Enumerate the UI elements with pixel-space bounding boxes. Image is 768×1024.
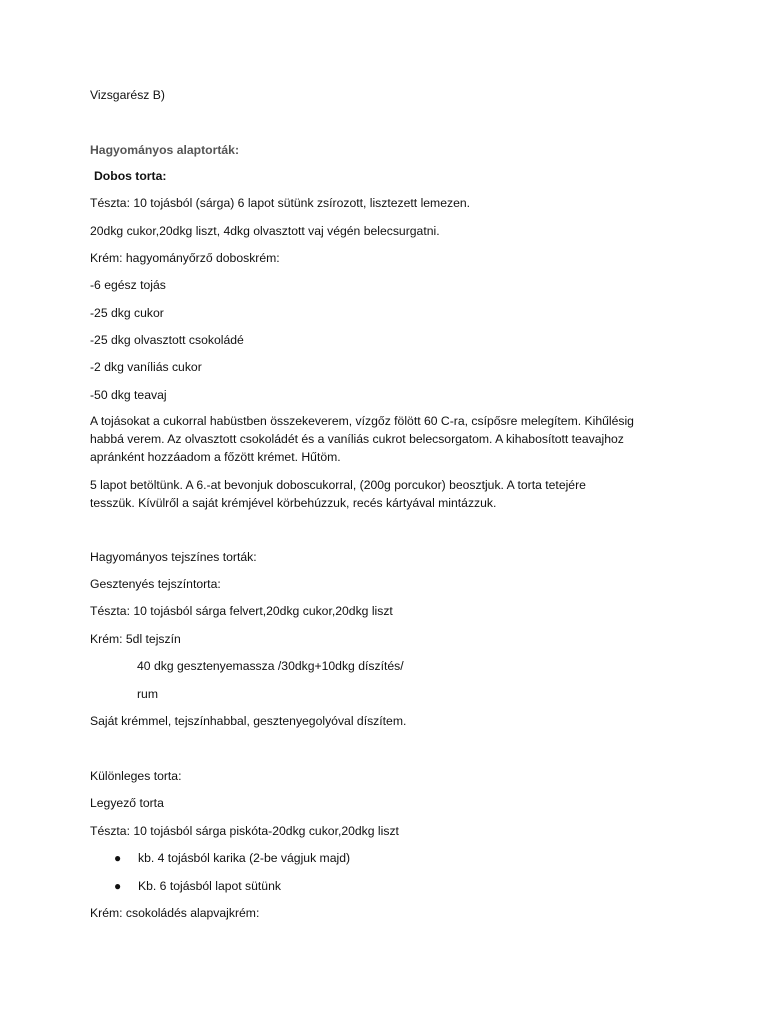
method-line: apránként hozzáadom a főzött krémet. Hűtöm. (90, 450, 341, 464)
cake-dough-line-1: Tészta: 10 tojásból (sárga) 6 lapot sütünk zsírozott, lisztezett lemezen. (90, 196, 471, 210)
cream-label: Krém: 5dl tejszín (90, 632, 181, 646)
decoration-line: Saját krémmel, tejszínhabbal, gesztenyegolyóval díszítem. (90, 714, 407, 728)
cake-title-dobos: Dobos torta: (94, 169, 167, 183)
ingredient-item: -6 egész tojás (90, 278, 166, 292)
section-heading-traditional-base-cakes: Hagyományos alaptorták: (90, 143, 239, 157)
method-line: A tojásokat a cukorral habüstben összekeverem, vízgőz fölött 60 C-ra, csípősre melegítem. Kihűlésig (90, 414, 634, 428)
cream-label: Krém: hagyományőrző doboskrém: (90, 251, 280, 265)
assembly-line: 5 lapot betöltünk. A 6.-at bevonjuk doboscukorral, (200g porcukor) beosztjuk. A torta tetejére (90, 478, 586, 492)
bullet-icon: ● (114, 879, 122, 893)
list-item-text: Kb. 6 tojásból lapot sütünk (138, 879, 281, 893)
cake-dough-line-2: 20dkg cukor,20dkg liszt, 4dkg olvasztott vaj végén belecsurgatni. (90, 224, 440, 238)
cake-title-fan: Legyező torta (90, 796, 164, 810)
cream-extra-line: 40 dkg gesztenyemassza /30dkg+10dkg díszítés/ (137, 659, 404, 673)
cake-dough-line: Tészta: 10 tojásból sárga piskóta-20dkg cukor,20dkg liszt (90, 824, 399, 838)
method-line: habbá verem. Az olvasztott csokoládét és a vaníliás cukrot belecsorgatom. A kihabosított teavajhoz (90, 432, 624, 446)
list-item (114, 851, 350, 866)
ingredient-item: -25 dkg olvasztott csokoládé (90, 333, 244, 347)
ingredient-item: -2 dkg vaníliás cukor (90, 360, 202, 374)
cake-title-chestnut: Gesztenyés tejszíntorta: (90, 577, 221, 591)
section-heading-special-cake: Különleges torta: (90, 769, 182, 783)
assembly-line: tesszük. Kívülről a saját krémjével körbehúzzuk, recés kártyával mintázzuk. (90, 496, 497, 510)
ingredient-item: -25 dkg cukor (90, 306, 164, 320)
cream-extra-line: rum (137, 687, 158, 701)
section-heading-cream-cakes: Hagyományos tejszínes torták: (90, 550, 257, 564)
cream-label (90, 906, 259, 921)
list-item-text: kb. 4 tojásból karika (2-be vágjuk majd) (138, 851, 351, 865)
list-item (114, 879, 281, 894)
cake-dough-line: Tészta: 10 tojásból sárga felvert,20dkg cukor,20dkg liszt (90, 604, 393, 618)
ingredient-item: -50 dkg teavaj (90, 388, 167, 402)
cream-label-text: Krém: csokoládés alapvajkrém: (90, 906, 260, 920)
part-title: Vizsgarész B) (90, 88, 165, 102)
bullet-icon: ● (114, 851, 122, 865)
